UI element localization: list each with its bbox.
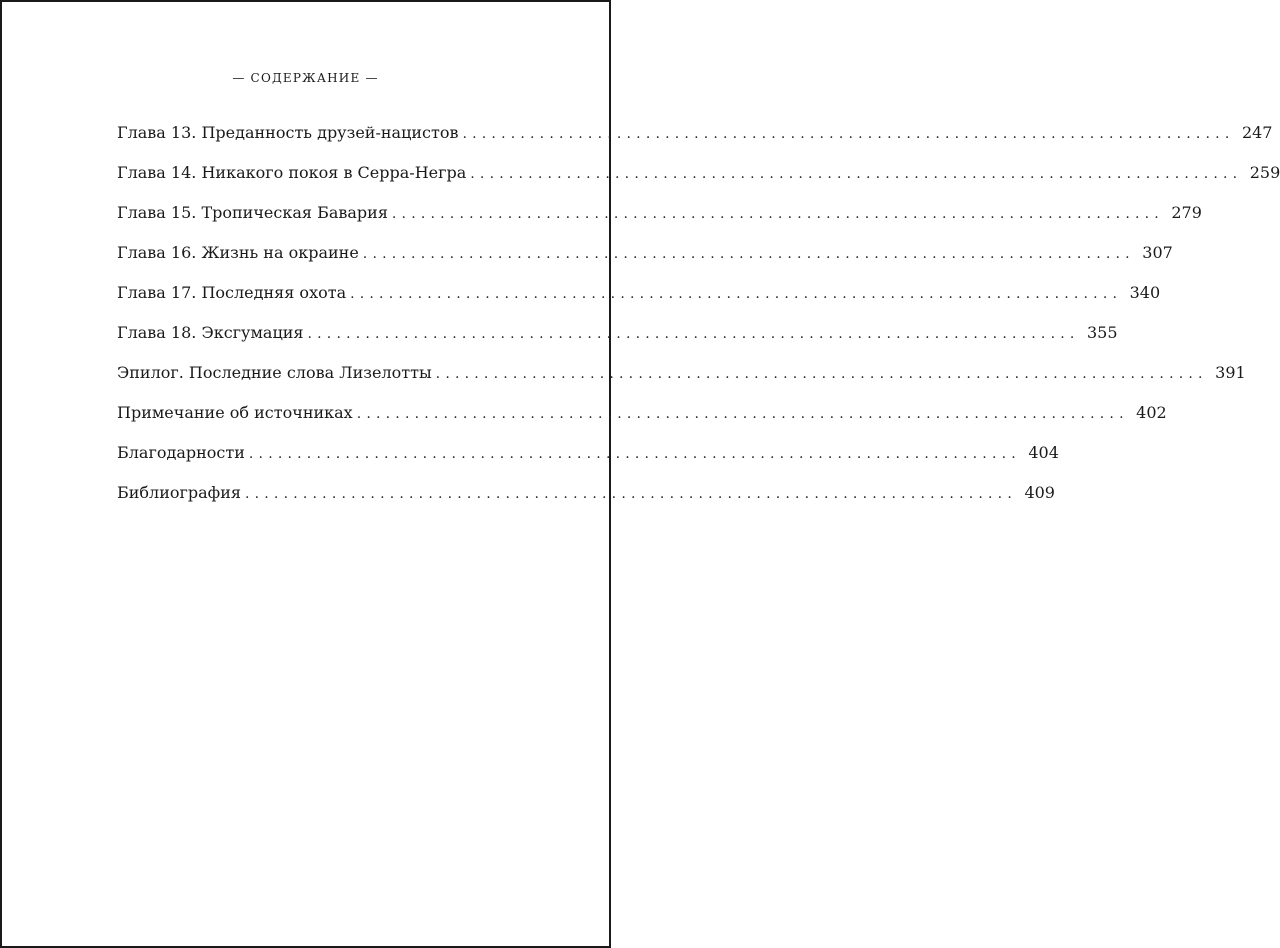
toc-entry xyxy=(117,120,1273,160)
dot-leader: ................................................................................ xyxy=(462,126,1235,142)
dot-leader: ................................................................................ xyxy=(356,406,1129,422)
toc-entry-title: Глава 17. Последняя охота xyxy=(117,283,347,302)
toc-entry xyxy=(117,400,1167,440)
dot-leader: ................................................................................ xyxy=(470,166,1243,182)
toc-page-number: 259 xyxy=(1249,163,1280,182)
running-head: — СОДЕРЖАНИЕ — xyxy=(232,71,379,85)
toc-entry-title: Глава 15. Тропическая Бавария xyxy=(117,203,388,222)
dot-leader: ................................................................................ xyxy=(362,246,1135,262)
dot-leader: ................................................................................ xyxy=(307,326,1080,342)
toc-entry xyxy=(117,280,1161,320)
dot-leader: ................................................................................ xyxy=(435,366,1208,382)
toc-page-number: 307 xyxy=(1142,243,1173,262)
toc-entry-title: Благодарности xyxy=(117,443,245,462)
dot-leader: ................................................................................ xyxy=(248,446,1021,462)
toc-entry-title: Глава 14. Никакого покоя в Серра-Негра xyxy=(117,163,467,182)
toc-entry-title: Примечание об источниках xyxy=(117,403,353,422)
toc-entry-title: Библиография xyxy=(117,483,241,502)
toc-page-number: 247 xyxy=(1241,123,1273,142)
toc-entry xyxy=(117,320,1118,360)
toc-entry xyxy=(117,440,1059,480)
toc-entry-title: Эпилог. Последние слова Лизелотты xyxy=(117,363,432,382)
toc-entry-title: Глава 18. Эксгумация xyxy=(117,323,304,342)
toc-page-number: 404 xyxy=(1028,443,1059,462)
dot-leader: ................................................................................ xyxy=(350,286,1123,302)
toc-page-number: 402 xyxy=(1136,403,1167,422)
toc-entry xyxy=(117,160,1280,200)
toc-entry xyxy=(117,200,1202,240)
toc-entry xyxy=(117,240,1173,280)
toc-page-number: 355 xyxy=(1086,323,1118,342)
toc-page-number: 340 xyxy=(1129,283,1161,302)
toc-entry xyxy=(117,360,1246,400)
toc-page-number: 409 xyxy=(1024,483,1055,502)
table-of-contents xyxy=(117,120,1280,520)
dot-leader: ................................................................................ xyxy=(391,206,1164,222)
toc-entry-title: Глава 13. Преданность друзей-нацистов xyxy=(117,123,459,142)
toc-entry xyxy=(117,480,1055,520)
toc-page-number: 279 xyxy=(1171,203,1202,222)
toc-entry-title: Глава 16. Жизнь на окраине xyxy=(117,243,359,262)
dot-leader: ................................................................................ xyxy=(244,486,1017,502)
toc-page-number: 391 xyxy=(1215,363,1246,382)
